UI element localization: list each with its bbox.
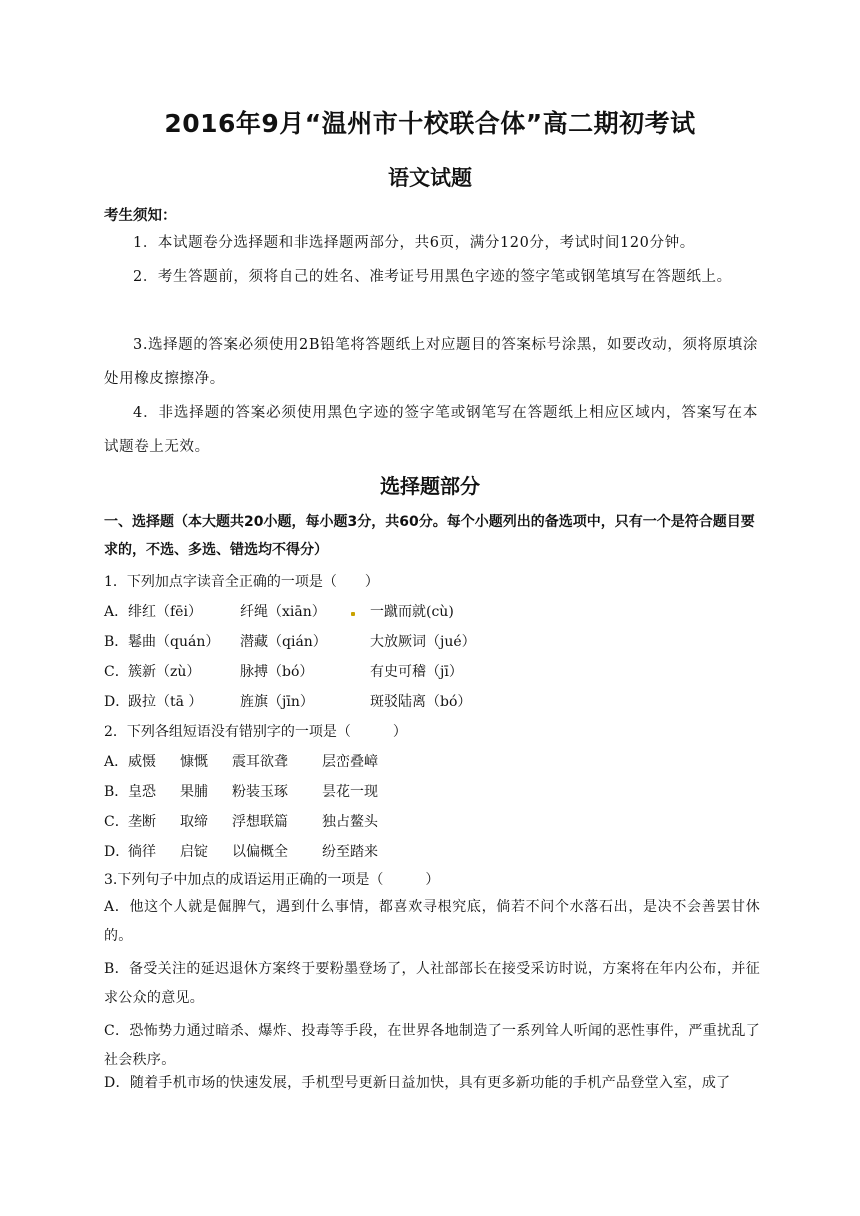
q3-option-a: A．他这个人就是倔脾气，遇到什么事情，都喜欢寻根究底，倘若不问个水落石出，是决不会善罢甘休的。 bbox=[104, 899, 760, 944]
q3-option-b: B．备受关注的延迟退休方案终于要粉墨登场了，人社部部长在接受采访时说，方案将在年内公布，并征求公众的意见。 bbox=[104, 961, 760, 1006]
option-term-1: 簇新（zù） bbox=[128, 664, 201, 680]
option-label: C． bbox=[104, 814, 129, 830]
q3-option-d: D．随着手机市场的快速发展，手机型号更新日益加快，具有更多新功能的手机产品登堂入室，成了 bbox=[104, 1075, 731, 1091]
part-intro: 一、选择题（本大题共20小题，每小题3分，共60分。每个小题列出的备选项中，只有一个是符合题目要求的，不选、多选、错选均不得分） bbox=[104, 514, 755, 558]
exam-title: 2016年9月“温州市十校联合体”高二期初考试 bbox=[164, 109, 696, 138]
option-term-3: 以偏概全 bbox=[232, 844, 288, 860]
option-term-1: 皇恐 bbox=[128, 784, 156, 800]
notice-item-2: 2．考生答题前，须将自己的姓名、准考证号用黑色字迹的签字笔或钢笔填写在答题纸上。 bbox=[133, 269, 732, 285]
option-term-1: 徜徉 bbox=[128, 844, 156, 860]
option-term-2: 果脯 bbox=[180, 784, 208, 800]
section-title: 选择题部分 bbox=[380, 474, 480, 498]
option-term-3: 浮想联篇 bbox=[232, 814, 288, 830]
option-label: D． bbox=[104, 844, 130, 860]
q2-option-a bbox=[104, 751, 764, 775]
option-term-3: 大放厥词（jué） bbox=[370, 634, 476, 650]
option-term-2: 启锭 bbox=[180, 844, 208, 860]
option-term-1: 趿拉（tā ） bbox=[128, 694, 203, 710]
option-term-2: 脉搏（bó） bbox=[240, 664, 314, 680]
option-label: C． bbox=[104, 664, 129, 680]
option-label: B． bbox=[104, 784, 129, 800]
option-term-2: 慷慨 bbox=[180, 754, 208, 770]
option-term-2: 旌旗（jīn） bbox=[240, 694, 314, 710]
q2-option-d bbox=[104, 841, 764, 865]
q1-option-a bbox=[104, 601, 764, 625]
option-label: A． bbox=[104, 604, 129, 620]
option-term-3: 粉装玉琢 bbox=[232, 784, 288, 800]
option-label: D． bbox=[104, 694, 130, 710]
option-label: B． bbox=[104, 634, 129, 650]
option-term-1: 威慑 bbox=[128, 754, 156, 770]
exam-subtitle: 语文试题 bbox=[388, 166, 472, 190]
option-term-4: 层峦叠嶂 bbox=[322, 754, 378, 770]
notice-item-1: 1．本试题卷分选择题和非选择题两部分，共6页，满分120分，考试时间120分钟。 bbox=[133, 235, 695, 251]
option-term-2: 潜藏（qián） bbox=[240, 634, 327, 650]
notice-item-4: 4．非选择题的答案必须使用黑色字迹的签字笔或钢笔写在答题纸上相应区域内，答案写在本试题卷上无效。 bbox=[104, 405, 758, 455]
option-term-2: 纤绳（xiān） bbox=[240, 604, 326, 620]
q3-option-c: C．恐怖势力通过暗杀、爆炸、投毒等手段，在世界各地制造了一系列耸人听闻的恶性事件，严重扰乱了社会秩序。 bbox=[104, 1023, 760, 1068]
option-term-1: 鬈曲（quán） bbox=[128, 634, 220, 650]
option-term-4: 独占鳌头 bbox=[322, 814, 378, 830]
q2-option-c bbox=[104, 811, 764, 835]
option-term-3: 一蹴而就(cù) bbox=[370, 604, 454, 620]
option-term-2: 取缔 bbox=[180, 814, 208, 830]
q1-option-d bbox=[104, 691, 764, 715]
q2-option-b bbox=[104, 781, 764, 805]
stray-mark bbox=[351, 612, 355, 616]
option-label: A． bbox=[104, 754, 129, 770]
q2-stem: 2．下列各组短语没有错别字的一项是（ ） bbox=[104, 724, 407, 740]
option-term-4: 昙花一现 bbox=[322, 784, 378, 800]
q3-stem: 3.下列句子中加点的成语运用正确的一项是（ ） bbox=[104, 872, 440, 888]
q1-stem: 1．下列加点字读音全正确的一项是（ ） bbox=[104, 574, 379, 590]
option-term-3: 有史可稽（jī） bbox=[370, 664, 463, 680]
q1-option-c bbox=[104, 661, 764, 685]
notice-heading: 考生须知： bbox=[104, 208, 177, 224]
option-term-4: 纷至踏来 bbox=[322, 844, 378, 860]
option-term-3: 斑驳陆离（bó） bbox=[370, 694, 472, 710]
notice-item-3: 3.选择题的答案必须使用2B铅笔将答题纸上对应题目的答案标号涂黑，如要改动，须将原填涂处用橡皮擦擦净。 bbox=[104, 337, 759, 387]
option-term-3: 震耳欲聋 bbox=[232, 754, 288, 770]
option-term-1: 绯红（fēi） bbox=[128, 604, 202, 620]
option-term-1: 垄断 bbox=[128, 814, 156, 830]
q1-option-b bbox=[104, 631, 764, 655]
